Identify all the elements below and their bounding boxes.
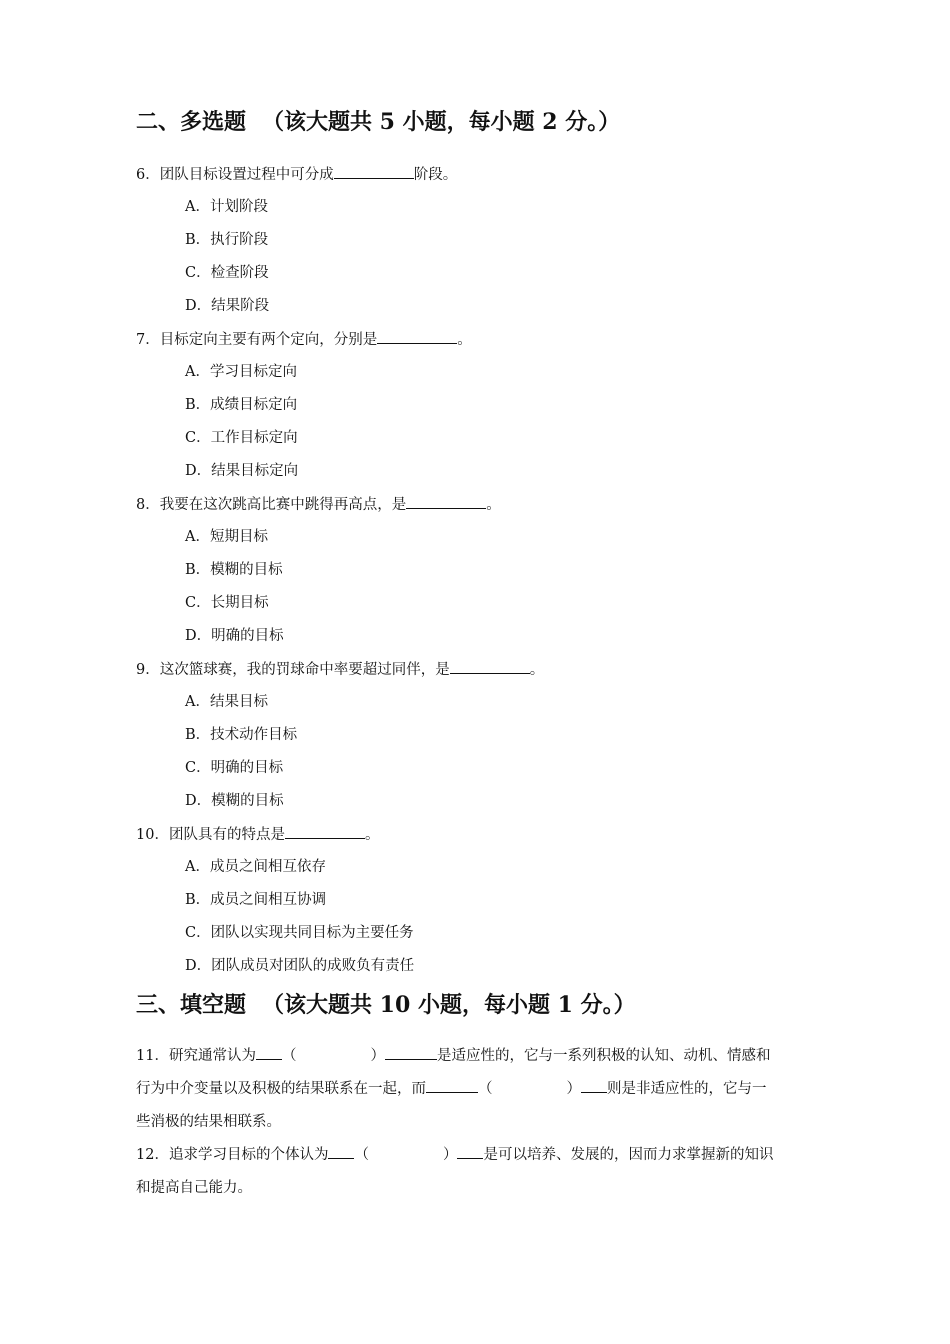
- option-7c: C．工作目标定向: [185, 430, 298, 446]
- question-text-end: 。: [486, 497, 501, 513]
- question-7: [136, 329, 472, 350]
- option-9a: A．结果目标: [185, 694, 268, 710]
- question-12-line-1: [136, 1139, 818, 1172]
- question-number: 11．: [136, 1048, 169, 1064]
- question-text-end: 。: [529, 662, 545, 678]
- section-3-title: 三、填空题: [136, 992, 247, 1018]
- question-12-line-2: [136, 1172, 818, 1205]
- option-6d: D．结果阶段: [185, 298, 270, 314]
- question-9: [136, 659, 544, 680]
- option-6c: C．检查阶段: [185, 265, 269, 281]
- answer-blank: [256, 1045, 282, 1060]
- question-number: 9．: [136, 662, 160, 678]
- option-10a: A．成员之间相互依存: [185, 859, 326, 875]
- question-text: 是适应性的，它与一系列积极的认知、动机、情感和: [436, 1048, 771, 1064]
- question-text: 追求学习目标的个体认为: [168, 1147, 329, 1163]
- answer-blank: [457, 1144, 483, 1159]
- question-text: 和提高自己能力。: [136, 1180, 252, 1196]
- question-text: 则是非适应性的，它与一: [607, 1081, 767, 1097]
- paren-open: （: [354, 1147, 369, 1163]
- answer-blank: [334, 164, 414, 179]
- question-11-line-1: [136, 1040, 818, 1073]
- question-text-end: 阶段。: [413, 167, 458, 183]
- section-3-note: （该大题共 10 小题，每小题 1 分。）: [262, 992, 636, 1018]
- answer-blank: [328, 1144, 354, 1159]
- question-text: 目标定向主要有两个定向，分别是: [159, 332, 378, 348]
- option-8d: D．明确的目标: [185, 628, 284, 644]
- option-8b: B．模糊的目标: [185, 562, 283, 578]
- question-text: 研究通常认为: [168, 1048, 256, 1064]
- option-9b: B．技术动作目标: [185, 727, 298, 743]
- question-text: 些消极的结果相联系。: [136, 1114, 281, 1130]
- question-6: [136, 164, 457, 185]
- question-text: 团队具有的特点是: [168, 827, 285, 843]
- question-text: 行为中介变量以及积极的结果联系在一起，而: [136, 1081, 426, 1097]
- question-text: 这次篮球赛，我的罚球命中率要超过同伴，是: [159, 662, 450, 678]
- question-number: 12．: [136, 1147, 169, 1163]
- option-10d: D．团队成员对团队的成败负有责任: [185, 958, 415, 974]
- section-2-heading: [136, 107, 620, 137]
- question-text: 团队目标设置过程中可分成: [159, 167, 334, 183]
- option-9c: C．明确的目标: [185, 760, 284, 776]
- answer-blank: [377, 329, 457, 344]
- answer-blank: [450, 659, 530, 674]
- answer-blank: [285, 824, 365, 839]
- question-text-end: 。: [457, 332, 472, 348]
- paren-close: ）: [370, 1048, 385, 1064]
- section-2-title: 二、多选题: [136, 109, 247, 135]
- question-text: 是可以培养、发展的，因而力求掌握新的知识: [483, 1147, 774, 1163]
- option-8a: A．短期目标: [185, 529, 268, 545]
- question-number: 6．: [136, 167, 160, 183]
- answer-blank: [581, 1078, 607, 1093]
- paren-open: （: [281, 1048, 297, 1064]
- question-text-end: 。: [364, 827, 380, 843]
- answer-blank: [406, 494, 486, 509]
- answer-blank: [426, 1078, 478, 1093]
- section-2-note: （该大题共 5 小题，每小题 2 分。）: [262, 109, 621, 135]
- answer-blank: [385, 1045, 437, 1060]
- option-7d: D．结果目标定向: [185, 463, 299, 479]
- option-8c: C．长期目标: [185, 595, 269, 611]
- paren-close: ）: [566, 1081, 581, 1097]
- question-12: [136, 1139, 818, 1205]
- question-8: [136, 494, 501, 515]
- question-number: 10．: [136, 827, 169, 843]
- question-number: 8．: [136, 497, 160, 513]
- option-7a: A．学习目标定向: [185, 364, 297, 380]
- option-9d: D．模糊的目标: [185, 793, 284, 809]
- section-3-heading: [136, 990, 636, 1020]
- question-number: 7．: [136, 332, 160, 348]
- question-11: [136, 1040, 818, 1139]
- question-text: 我要在这次跳高比赛中跳得再高点，是: [159, 497, 407, 513]
- question-10: [136, 824, 379, 845]
- option-10b: B．成员之间相互协调: [185, 892, 327, 908]
- option-6a: A．计划阶段: [185, 199, 268, 215]
- paren-close: ）: [442, 1147, 458, 1163]
- option-6b: B．执行阶段: [185, 232, 269, 248]
- option-7b: B．成绩目标定向: [185, 397, 298, 413]
- question-11-line-2: [136, 1073, 818, 1106]
- paren-open: （: [478, 1081, 493, 1097]
- question-11-line-3: [136, 1106, 818, 1139]
- option-10c: C．团队以实现共同目标为主要任务: [185, 925, 414, 941]
